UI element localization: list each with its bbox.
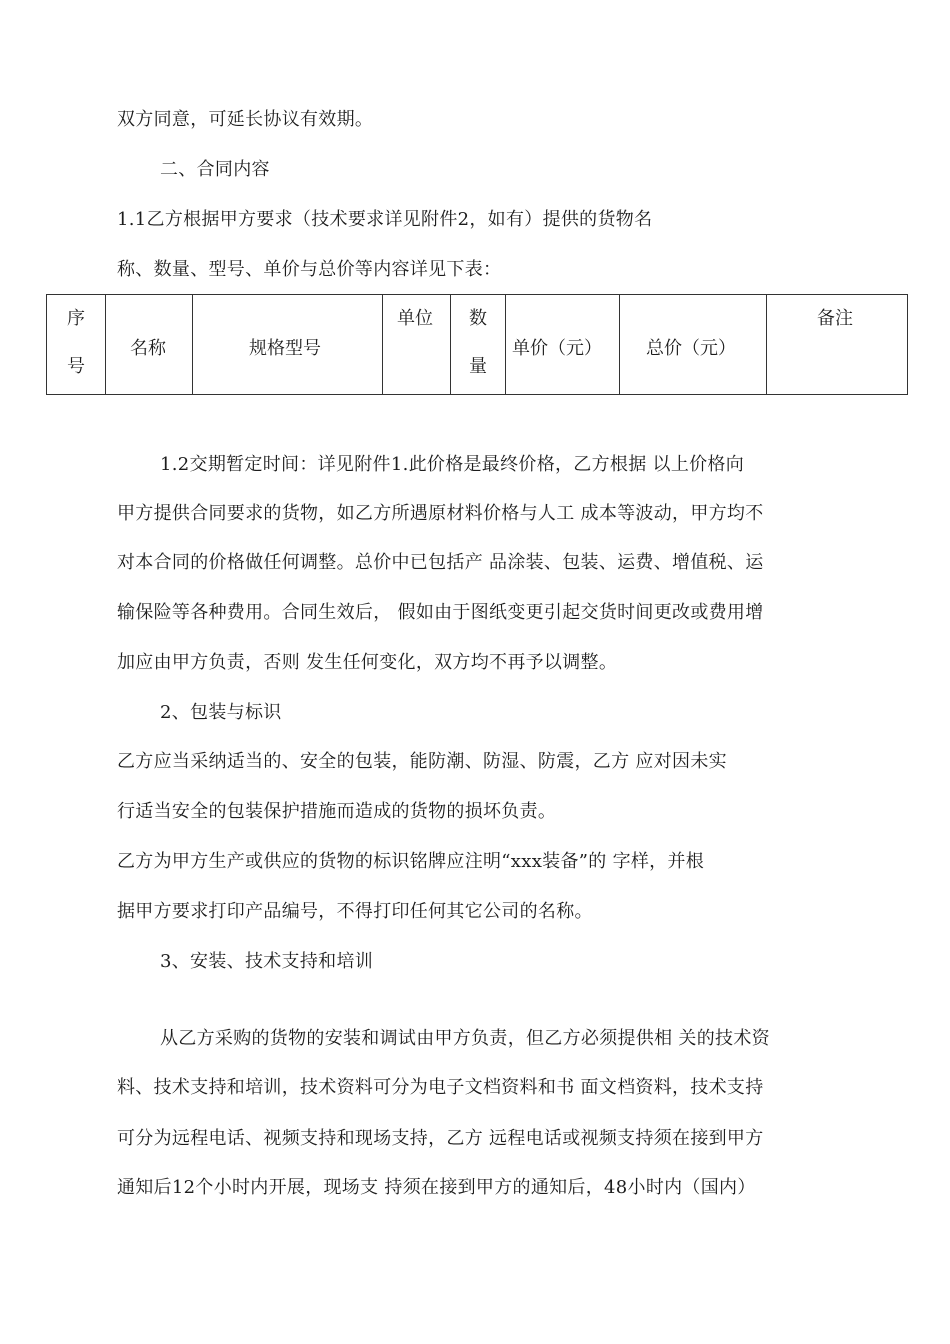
paragraph-line: 甲方提供合同要求的货物，如乙方所遇原材料价格与人工 成本等波动，甲方均不 bbox=[117, 503, 764, 524]
header-seq-top: 序 bbox=[67, 308, 85, 329]
paragraph-line: 可分为远程电话、视频支持和现场支持，乙方 远程电话或视频支持须在接到甲方 bbox=[117, 1128, 764, 1149]
header-seq bbox=[47, 295, 106, 395]
header-total-price bbox=[620, 295, 767, 395]
paragraph-line: 乙方为甲方生产或供应的货物的标识铭牌应注明“xxx装备”的 字样，并根 bbox=[117, 851, 705, 872]
paragraph-line: 通知后12个小时内开展，现场支 持须在接到甲方的通知后，48小时内（国内） bbox=[117, 1177, 756, 1198]
header-total-price-label: 总价（元） bbox=[646, 338, 736, 359]
paragraph-line: 据甲方要求打印产品编号，不得打印任何其它公司的名称。 bbox=[117, 901, 593, 922]
section-heading: 3、安装、技术支持和培训 bbox=[160, 951, 374, 972]
header-remark bbox=[767, 295, 908, 395]
paragraph-line: 从乙方采购的货物的安装和调试由甲方负责，但乙方必须提供相 关的技术资 bbox=[160, 1028, 770, 1049]
goods-table bbox=[46, 294, 907, 395]
header-spec bbox=[193, 295, 383, 395]
header-qty-top: 数 bbox=[469, 308, 487, 329]
paragraph-line: 行适当安全的包装保护措施而造成的货物的损坏负责。 bbox=[117, 801, 557, 822]
table-header-row bbox=[47, 295, 908, 395]
paragraph-line: 输保险等各种费用。合同生效后， 假如由于图纸变更引起交货时间更改或费用增 bbox=[117, 602, 764, 623]
paragraph-line: 1.2交期暂定时间：详见附件1.此价格是最终价格，乙方根据 以上价格向 bbox=[160, 454, 745, 475]
section-heading: 2、包装与标识 bbox=[160, 702, 282, 723]
paragraph-line: 料、技术支持和培训，技术资料可分为电子文档资料和书 面文档资料，技术支持 bbox=[117, 1077, 764, 1098]
section-heading: 二、合同内容 bbox=[160, 159, 270, 180]
paragraph-line: 对本合同的价格做任何调整。总价中已包括产 品涂装、包装、运费、增值税、运 bbox=[117, 552, 764, 573]
header-name bbox=[106, 295, 193, 395]
paragraph-line: 称、数量、型号、单价与总价等内容详见下表： bbox=[117, 259, 502, 280]
header-unit-label: 单位 bbox=[397, 308, 433, 329]
header-remark-label: 备注 bbox=[817, 308, 853, 329]
paragraph-line: 加应由甲方负责，否则 发生任何变化，双方均不再予以调整。 bbox=[117, 652, 618, 673]
header-unit bbox=[383, 295, 451, 395]
header-unit-price-label: 单价（元） bbox=[512, 338, 602, 359]
header-qty bbox=[451, 295, 506, 395]
header-seq-bottom: 号 bbox=[67, 356, 85, 377]
paragraph-line: 乙方应当采纳适当的、安全的包装，能防潮、防湿、防震，乙方 应对因未实 bbox=[117, 751, 727, 772]
header-name-label: 名称 bbox=[130, 338, 166, 359]
header-qty-bottom: 量 bbox=[469, 356, 487, 377]
header-spec-label: 规格型号 bbox=[249, 338, 321, 359]
header-unit-price bbox=[506, 295, 620, 395]
paragraph-line: 双方同意，可延长协议有效期。 bbox=[117, 109, 374, 130]
paragraph-line: 1.1乙方根据甲方要求（技术要求详见附件2，如有）提供的货物名 bbox=[117, 209, 653, 230]
